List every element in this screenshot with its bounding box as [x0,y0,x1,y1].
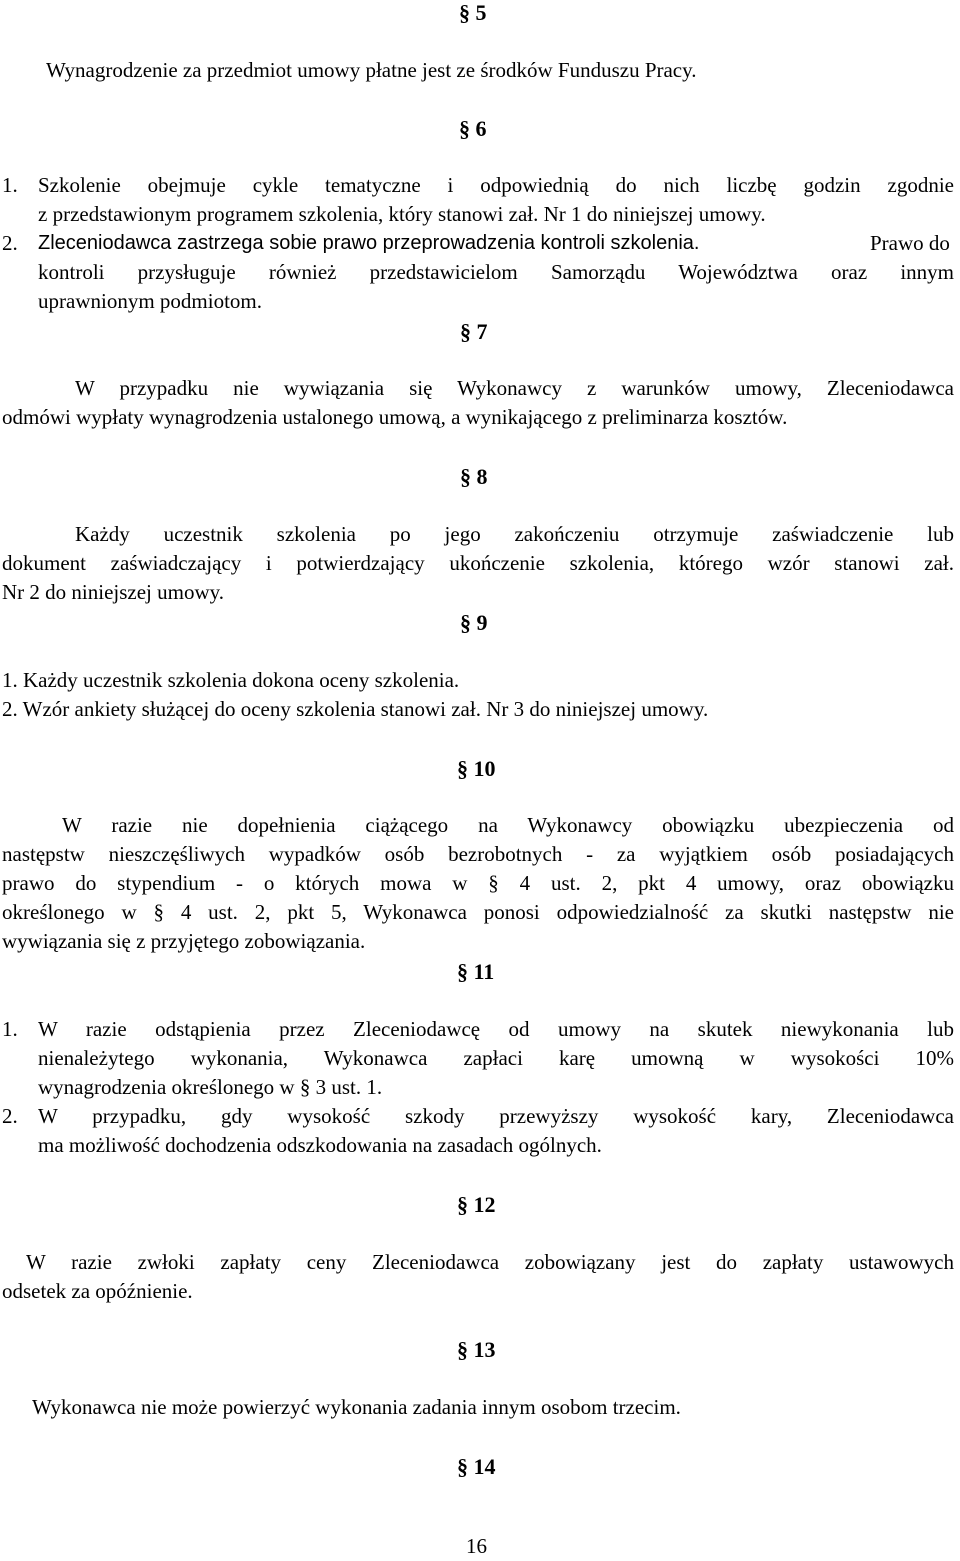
section-11-item-1-number: 1. [2,1017,18,1041]
section-10-line-3: prawo do stypendium - o których mowa w § 4 ust. 2, pkt 4 umowy, oraz obowiązku [2,871,954,895]
section-6-item-2-number: 2. [2,231,18,255]
section-heading-12: § 12 [457,1192,496,1217]
section-10-line-1: W razie nie dopełnienia ciążącego na Wykonawcy obowiązku ubezpieczenia od [62,813,954,837]
section-heading-7: § 7 [460,319,488,344]
section-11-item-2-number: 2. [2,1104,18,1128]
section-6-item-2-line-2: kontroli przysługuje również przedstawicielom Samorządu Województwa oraz innym [38,260,954,284]
section-heading-5: § 5 [459,0,487,25]
page-number: 16 [466,1534,487,1558]
section-6-item-2-line-1b: Prawo do [870,231,950,255]
section-13-text: Wykonawca nie może powierzyć wykonania zadania innym osobom trzecim. [32,1395,681,1419]
section-10-line-2: następstw nieszczęśliwych wypadków osób bezrobotnych - za wyjątkiem osób posiadających [2,842,954,866]
section-heading-8: § 8 [460,464,488,489]
section-11-item-2-line-1: W przypadku, gdy wysokość szkody przewyższy wysokość kary, Zleceniodawca [38,1104,954,1128]
section-8-line-3: Nr 2 do niniejszej umowy. [2,580,225,604]
section-heading-13: § 13 [457,1337,496,1362]
section-heading-14: § 14 [457,1454,496,1479]
section-11-item-1-line-3: wynagrodzenia określonego w § 3 ust. 1. [38,1075,383,1099]
section-12-line-2: odsetek za opóźnienie. [2,1279,193,1303]
section-12-line-1: W razie zwłoki zapłaty ceny Zleceniodawca zobowiązany jest do zapłaty ustawowych [26,1250,954,1274]
section-11-item-1-line-2: nienależytego wykonania, Wykonawca zapłaci karę umowną w wysokości 10% [38,1046,954,1070]
section-8-line-2: dokument zaświadczający i potwierdzający ukończenie szkolenia, którego wzór stanowi zał. [2,551,954,575]
section-5-text: Wynagrodzenie za przedmiot umowy płatne jest ze środków Funduszu Pracy. [46,58,697,82]
section-heading-6: § 6 [459,116,487,141]
section-6-item-1-line-1: Szkolenie obejmuje cykle tematyczne i odpowiednią do nich liczbę godzin zgodnie [38,173,954,197]
section-10-line-5: wywiązania się z przyjętego zobowiązania. [2,929,366,953]
section-9-line-2: 2. Wzór ankiety służącej do oceny szkolenia stanowi zał. Nr 3 do niniejszej umowy. [2,697,709,721]
section-9-line-1: 1. Każdy uczestnik szkolenia dokona oceny szkolenia. [2,668,460,692]
section-6-item-1-line-2: z przedstawionym programem szkolenia, który stanowi zał. Nr 1 do niniejszej umowy. [38,202,766,226]
section-6-item-2-line-3: uprawnionym podmiotom. [38,289,262,313]
section-6-item-2-line-1a: Zleceniodawca zastrzega sobie prawo przeprowadzenia kontroli szkolenia. [38,232,700,254]
section-6-item-1-number: 1. [2,173,18,197]
section-heading-11: § 11 [457,959,495,984]
section-11-item-1-line-1: W razie odstąpienia przez Zleceniodawcę od umowy na skutek niewykonania lub [38,1017,954,1041]
section-10-line-4: określonego w § 4 ust. 2, pkt 5, Wykonawca ponosi odpowiedzialność za skutki następstw nie [2,900,954,924]
section-8-line-1: Każdy uczestnik szkolenia po jego zakończeniu otrzymuje zaświadczenie lub [75,522,954,546]
section-heading-9: § 9 [460,610,488,635]
section-heading-10: § 10 [457,756,496,781]
section-7-line-2: odmówi wypłaty wynagrodzenia ustalonego umową, a wynikającego z preliminarza kosztów. [2,405,788,429]
section-7-line-1: W przypadku nie wywiązania się Wykonawcy z warunków umowy, Zleceniodawca [75,376,954,400]
section-11-item-2-line-2: ma możliwość dochodzenia odszkodowania na zasadach ogólnych. [38,1133,602,1157]
